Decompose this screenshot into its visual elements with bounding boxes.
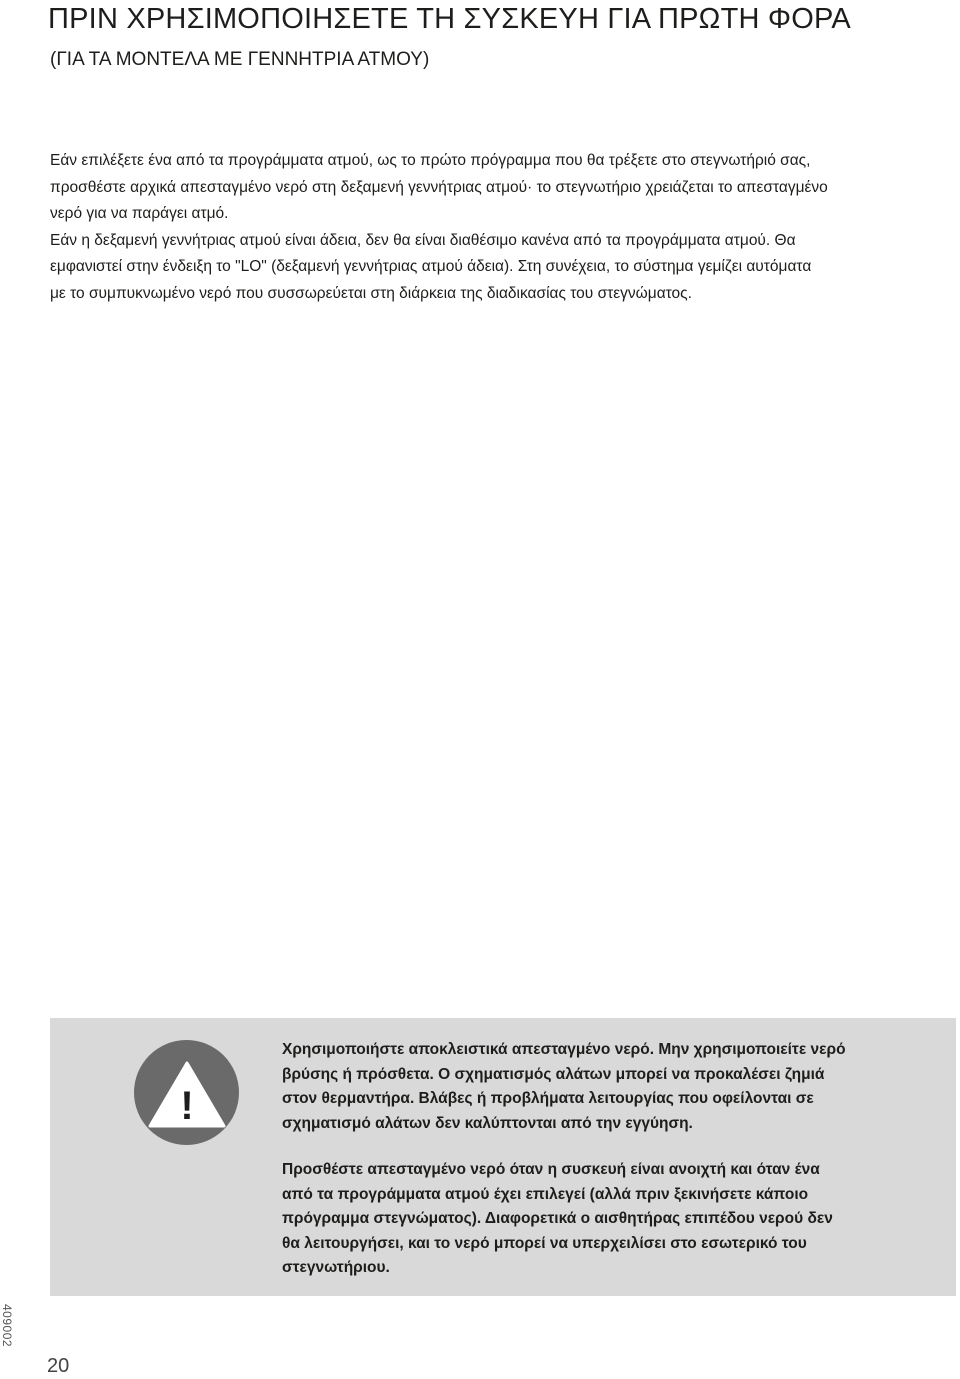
- body-line: Εάν επιλέξετε ένα από τα προγράμματα ατμού, ως το πρώτο πρόγραμμα που θα τρέξετε στο στεγνωτήριό σας,: [50, 152, 811, 169]
- warning-triangle-icon: [147, 1059, 227, 1129]
- warning-line: σχηματισμό αλάτων δεν καλύπτονται από την εγγύηση.: [282, 1114, 693, 1132]
- document-code: 409002: [0, 1304, 14, 1348]
- warning-line: θα λειτουργήσει, και το νερό μπορεί να υπερχειλίσει στο εσωτερικό του: [282, 1234, 807, 1252]
- warning-line: βρύσης ή πρόσθετα. Ο σχηματισμός αλάτων μπορεί να προκαλέσει ζημιά: [282, 1065, 825, 1083]
- intro-paragraph: [50, 148, 950, 307]
- page-subtitle: (ΓΙΑ ΤΑ ΜΟΝΤΕΛΑ ΜΕ ΓΕΝΝΗΤΡΙΑ ΑΤΜΟΥ): [50, 49, 430, 70]
- body-line: με το συμπυκνωμένο νερό που συσσωρεύεται στη διάρκεια της διαδικασίας του στεγνώματος.: [50, 284, 692, 302]
- page-number: 20: [47, 1355, 70, 1377]
- body-line: νερό για να παράγει ατμό.: [50, 205, 229, 222]
- warning-paragraph-add-water: [282, 1158, 942, 1281]
- page-title: ΠΡΙΝ ΧΡΗΣΙΜΟΠΟΙΗΣΕΤΕ ΤΗ ΣΥΣΚΕΥΗ ΓΙΑ ΠΡΩΤΗ ΦΟΡΑ: [48, 3, 851, 35]
- body-line: εμφανιστεί στην ένδειξη το "LO" (δεξαμενή γεννήτριας ατμού άδεια). Στη συνέχεια, το σύστημα γεμίζει αυτόματα: [50, 258, 812, 275]
- warning-line: στον θερμαντήρα. Βλάβες ή προβλήματα λειτουργίας που οφείλονται σε: [282, 1090, 814, 1107]
- warning-line: Προσθέστε απεσταγμένο νερό όταν η συσκευή είναι ανοιχτή και όταν ένα: [282, 1161, 820, 1178]
- warning-line: πρόγραμμα στεγνώματος). Διαφορετικά ο αισθητήρας επιπέδου νερού δεν: [282, 1210, 833, 1227]
- warning-paragraph-distilled-water: [282, 1038, 942, 1136]
- warning-line: στεγνωτήριου.: [282, 1259, 390, 1276]
- body-line: προσθέστε αρχικά απεσταγμένο νερό στη δεξαμενή γεννήτριας ατμού· το στεγνωτήριο χρειάζεται το απεσταγμένο: [50, 178, 828, 196]
- body-line: Εάν η δεξαμενή γεννήτριας ατμού είναι άδεια, δεν θα είναι διαθέσιμο κανένα από τα προγράμματα ατμού. Θα: [50, 231, 796, 249]
- warning-exclamation: !: [180, 1084, 194, 1128]
- warning-line: από τα προγράμματα ατμού έχει επιλεγεί (αλλά πριν ξεκινήσετε κάποιο: [282, 1185, 809, 1203]
- warning-line: Χρησιμοποιήστε αποκλειστικά απεσταγμένο νερό. Μην χρησιμοποιείτε νερό: [282, 1041, 846, 1058]
